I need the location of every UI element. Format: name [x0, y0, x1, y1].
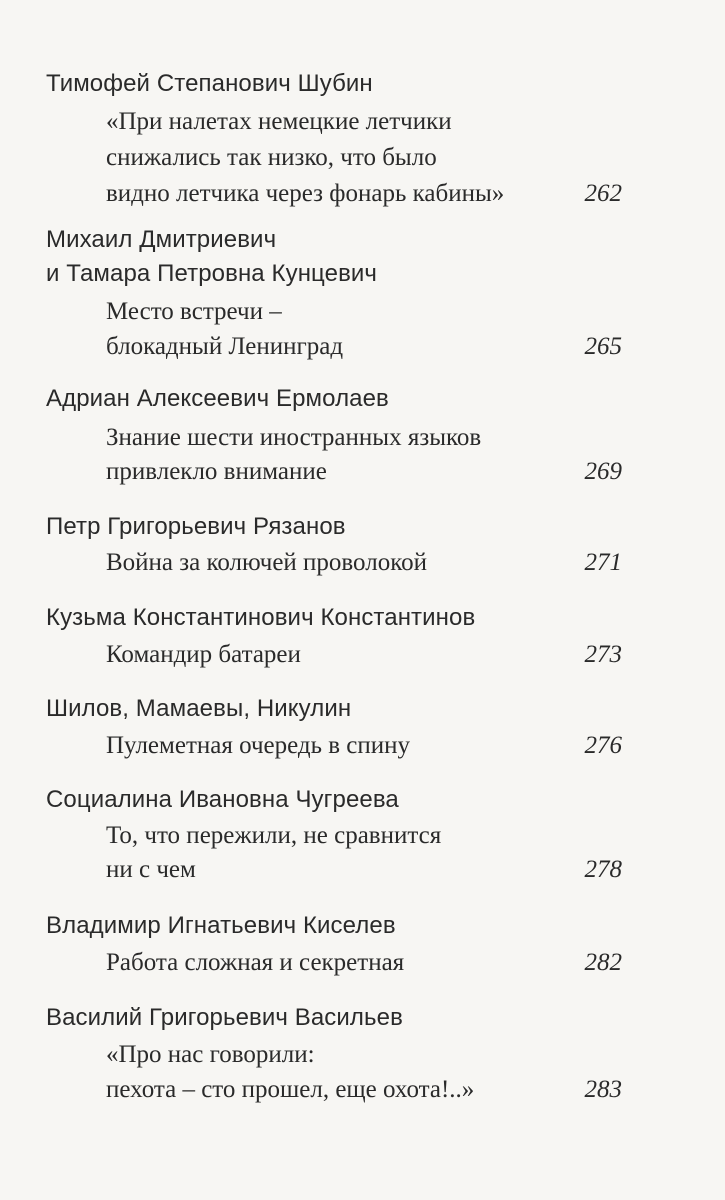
entry-page-number[interactable]: 278 [584, 856, 622, 883]
entry-page-number[interactable]: 269 [584, 458, 622, 485]
entry-author: Петр Григорьевич Рязанов [46, 513, 346, 540]
entry-page-number[interactable]: 283 [584, 1076, 622, 1103]
entry-title-line: «При налетах немецкие летчики [106, 108, 452, 135]
entry-title-line: Война за колючей проволокой [106, 549, 427, 576]
entry-author: Шилов, Мамаевы, Никулин [46, 695, 352, 722]
entry-page-number[interactable]: 265 [584, 333, 622, 360]
entry-author: Социалина Ивановна Чугреева [46, 786, 399, 813]
entry-title-line: Работа сложная и секретная [106, 949, 405, 976]
entry-title-line: привлекло внимание [106, 458, 327, 485]
entry-title-line: Знание шести иностранных языков [106, 424, 482, 451]
entry-page-number[interactable]: 276 [584, 732, 622, 759]
entry-title-line: ни с чем [106, 856, 196, 883]
entry-author: Адриан Алексеевич Ермолаев [46, 385, 389, 412]
entry-author: Владимир Игнатьевич Киселев [46, 912, 396, 939]
entry-author: Василий Григорьевич Васильев [46, 1004, 403, 1031]
entry-author: и Тамара Петровна Кунцевич [46, 260, 378, 287]
entry-title-line: То, что пережили, не сравнится [106, 822, 442, 849]
entry-title-line: Командир батареи [106, 641, 301, 668]
entry-title-line: видно летчика через фонарь кабины» [106, 180, 505, 207]
entry-title-line: Место встречи – [106, 298, 282, 325]
entry-author: Михаил Дмитриевич [46, 226, 277, 253]
entry-title-line: снижались так низко, что было [106, 144, 437, 171]
entry-author: Кузьма Константинович Константинов [46, 604, 476, 631]
entry-title-line: пехота – сто прошел, еще охота!..» [106, 1076, 475, 1103]
entry-title-line: «Про нас говорили: [106, 1041, 315, 1068]
entry-page-number[interactable]: 282 [584, 949, 622, 976]
entry-author: Тимофей Степанович Шубин [46, 70, 373, 97]
entry-title-line: блокадный Ленинград [106, 333, 344, 360]
entry-page-number[interactable]: 271 [584, 549, 622, 576]
entry-page-number[interactable]: 262 [584, 180, 622, 207]
entry-title-line: Пулеметная очередь в спину [106, 732, 411, 759]
entry-page-number[interactable]: 273 [584, 641, 622, 668]
